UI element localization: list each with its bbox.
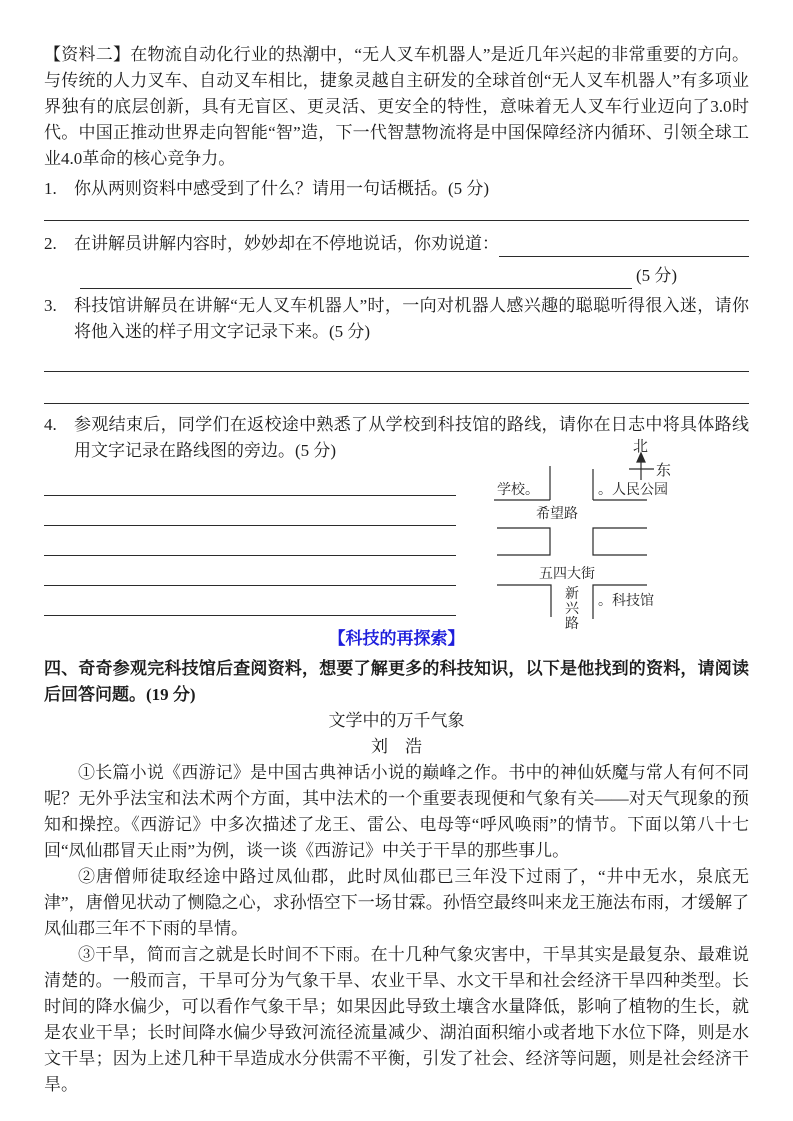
question-2-score: (5 分)	[636, 266, 678, 285]
map-wusi-street-label: 五四大街	[539, 567, 595, 582]
question-2-number: 2.	[44, 234, 57, 253]
answer-blank-q4-line4	[44, 556, 456, 586]
answer-blank-q3-line2	[44, 372, 749, 404]
article-paragraph-2: ②唐僧师徒取经途中路过凤仙郡，此时凤仙郡已三年没下过雨了，“井中无水，泉底无津”，唐僧见状动了恻隐之心，求孙悟空下一场甘霖。孙悟空最终叫来龙王施法布雨，才缓解了凤仙郡三年不下雨的旱情。	[44, 867, 749, 938]
map-school-label: 学校。	[497, 483, 539, 498]
compass-north-label: 北	[633, 439, 649, 455]
map-park-label: 。人民公园	[598, 483, 668, 498]
material2-paragraph: 【资料二】在物流自动化行业的热潮中，“无人叉车机器人”是近几年兴起的非常重要的方向。与传统的人力叉车、自动叉车相比，捷象灵越自主研发的全球首创“无人叉车机器人”有多项业界独有的底层创新，具有无盲区、更灵活、更安全的特性，意味着无人叉车行业迈向了3.0时代。中国正推动世界走向智能“智”造，下一代智慧物流将是中国保障经济内循环、引领全球工业4.0革命的核心竞争力。	[44, 45, 749, 168]
map-xinxing-road-char-2: 兴	[565, 602, 579, 617]
article-title: 文学中的万千气象	[328, 711, 465, 730]
answer-blank-q2-inline	[499, 236, 749, 257]
article-paragraph-3: ③干旱，简而言之就是长时间不下雨。在十几种气象灾害中，干旱其实是最复杂、最难说清楚的。一般而言，干旱可分为气象干旱、农业干旱、水文干旱和社会经济干旱四种类型。长时间的降水偏少，可以看作气象干旱；如果因此导致土壤含水量降低，影响了植物的生长，就是农业干旱；长时间降水偏少导致河流径流量减少、湖泊面积缩小或者地下水位下降，则是水文干旱；因为上述几种干旱造成水分供需不平衡，引发了社会、经济等问题，则是社会经济干旱。	[44, 945, 749, 1094]
answer-blank-q2-line2	[80, 268, 632, 289]
question-1	[44, 176, 749, 202]
answer-blank-q4-line2	[44, 496, 456, 526]
compass-east-label: 东	[656, 463, 672, 479]
map-block-mid-left	[497, 528, 550, 555]
article-author: 刘 浩	[371, 737, 422, 756]
section-header-tech-reexploration: 【科技的再探索】	[328, 629, 465, 648]
question-4-answer-lines	[44, 466, 456, 616]
route-map-diagram	[488, 436, 753, 634]
map-line-bl	[497, 585, 551, 617]
question-4-text: 参观结束后，同学们在返校途中熟悉了从学校到科技馆的路线，请你在日志中将具体路线用文字记录在路线图的旁边。(5 分)	[74, 415, 749, 460]
map-museum-label: 。科技馆	[598, 594, 654, 609]
map-hope-road-label: 希望路	[536, 507, 578, 522]
question-4-number: 4.	[44, 415, 57, 434]
question-2-line2	[44, 263, 749, 289]
question-1-number: 1.	[44, 179, 57, 198]
article-paragraph-1: ①长篇小说《西游记》是中国古典神话小说的巅峰之作。书中的神仙妖魔与常人有何不同呢？无外乎法宝和法术两个方面，其中法术的一个重要表现便和气象有关——对天气现象的预知和操控。《西游记》中多次描述了龙王、雷公、电母等“呼风唤雨”的情节。下面以第八十七回“凤仙郡冒天止雨”为例，谈一谈《西游记》中关于干旱的那些事儿。	[44, 763, 749, 860]
answer-blank-q1	[44, 202, 749, 221]
question-3-number: 3.	[44, 296, 57, 315]
map-block-mid-right	[593, 528, 647, 555]
section-4-intro: 四、奇奇参观完科技馆后查阅资料，想要了解更多的科技知识，以下是他找到的资料，请阅读后回答问题。(19 分)	[44, 659, 749, 704]
map-xinxing-road-char-1: 新	[565, 587, 579, 602]
question-3-text: 科技馆讲解员在讲解“无人叉车机器人”时，一向对机器人感兴趣的聪聪听得很入迷，请你将他入迷的样子用文字记录下来。(5 分)	[74, 296, 749, 341]
question-2-text: 在讲解员讲解内容时，妙妙却在不停地说话，你劝说道：	[74, 234, 499, 253]
answer-blank-q4-line5	[44, 586, 456, 616]
question-1-text: 你从两则资料中感受到了什么？请用一句话概括。(5 分)	[74, 179, 490, 198]
answer-blank-q3-line1	[44, 345, 749, 372]
answer-blank-q4-line3	[44, 526, 456, 556]
question-2	[44, 231, 749, 257]
map-xinxing-road-char-3: 路	[565, 617, 579, 632]
question-3	[44, 293, 749, 345]
answer-blank-q4-line1	[44, 466, 456, 496]
question-2-row	[74, 231, 749, 257]
